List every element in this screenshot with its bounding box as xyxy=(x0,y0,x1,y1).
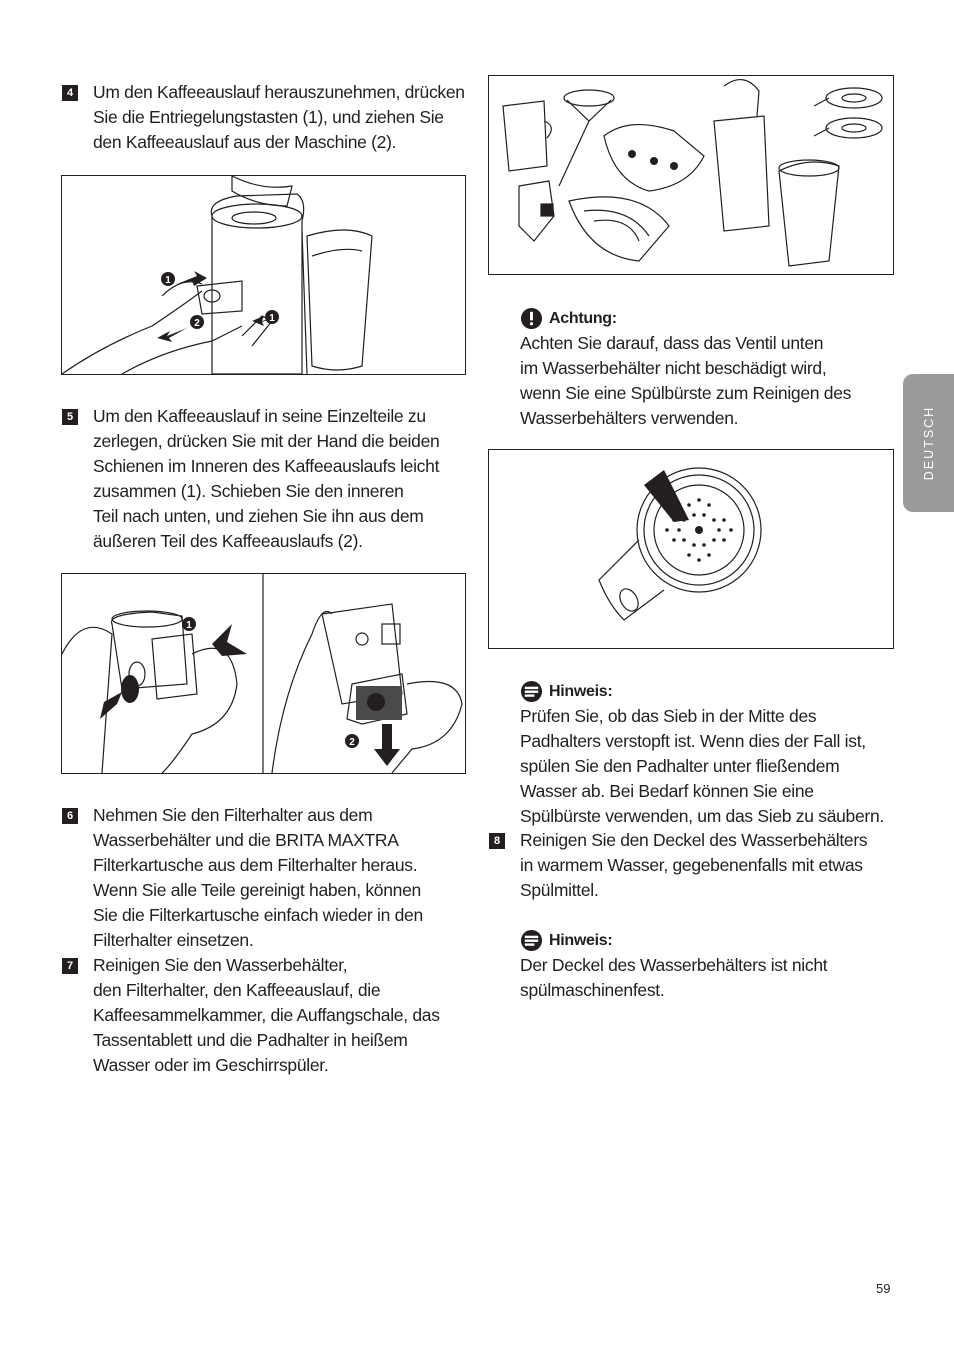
caution-header xyxy=(520,306,910,331)
caution-icon xyxy=(520,307,543,330)
hint-header-2 xyxy=(520,928,910,953)
language-tab xyxy=(903,374,954,512)
step-number: 5 xyxy=(62,409,78,425)
step-number: 8 xyxy=(489,833,505,849)
illustration-pad-holder xyxy=(489,450,893,648)
svg-text:1: 1 xyxy=(186,620,192,631)
note-icon xyxy=(520,680,543,703)
step-7 xyxy=(66,953,473,1078)
figure-disassemble-spout xyxy=(61,573,466,774)
hint-note-2 xyxy=(520,928,910,1003)
hint-note-1 xyxy=(520,679,910,829)
step-number: 7 xyxy=(62,958,78,974)
caution-note xyxy=(520,306,910,431)
label-1 xyxy=(182,617,196,631)
label-1a xyxy=(161,272,175,286)
step-number: 6 xyxy=(62,808,78,824)
svg-text:1: 1 xyxy=(269,313,275,324)
step-8 xyxy=(493,828,910,903)
hint-text-1: Prüfen Sie, ob das Sieb in der Mitte des Padhalters verstopft ist. Wenn dies der Fall ist, spülen Sie den Padhalter unter fließendem Wasser ab. Bei Bedarf können Sie eine Spülbürste verwenden, um das Sieb zu säubern. xyxy=(520,706,884,826)
step-4 xyxy=(66,80,473,155)
hint-header-1 xyxy=(520,679,910,704)
caution-title: Achtung: xyxy=(549,310,617,327)
label-1b xyxy=(265,310,279,324)
step-5 xyxy=(66,404,473,554)
step-6 xyxy=(66,803,473,953)
note-icon xyxy=(520,929,543,952)
illustration-remove-spout xyxy=(62,176,465,374)
label-2 xyxy=(190,315,204,329)
figure-remove-spout xyxy=(61,175,466,375)
step-text: Um den Kaffeeauslauf herauszunehmen, drücken Sie die Entriegelungstasten (1), und ziehen Sie den Kaffeeauslauf aus der Maschine (2). xyxy=(93,82,465,152)
page-number: 59 xyxy=(876,1281,891,1296)
figure-pad-holder xyxy=(488,449,894,649)
illustration-parts xyxy=(489,76,893,274)
step-text: Reinigen Sie den Deckel des Wasserbehälters in warmem Wasser, gegebenenfalls mit etwas Spülmittel. xyxy=(520,830,868,900)
svg-text:1: 1 xyxy=(165,275,171,286)
svg-text:2: 2 xyxy=(194,318,200,329)
step-number: 4 xyxy=(62,85,78,101)
step-text: Reinigen Sie den Wasserbehälter, den Filterhalter, den Kaffeeauslauf, die Kaffeesammelkammer, die Auffangschale, das Tassentablett und die Padhalter in heißem Wasser oder im Geschirrspüler. xyxy=(93,955,440,1075)
label-2 xyxy=(345,734,359,748)
figure-parts-overview xyxy=(488,75,894,275)
language-tab-label: DEUTSCH xyxy=(921,405,936,481)
svg-text:2: 2 xyxy=(349,737,355,748)
step-text: Nehmen Sie den Filterhalter aus dem Wasserbehälter und die BRITA MAXTRA Filterkartusche aus dem Filterhalter heraus. Wenn Sie alle Teile gereinigt haben, können Sie die Filterkartusche einfach wieder in den Filterhalter einsetzen. xyxy=(93,805,423,950)
step-text: Um den Kaffeeauslauf in seine Einzelteile zu zerlegen, drücken Sie mit der Hand die beiden Schienen im Inneren des Kaffeeauslaufs leicht zusammen (1). Schieben Sie den inneren Teil nach unten, und ziehen Sie ihn aus dem äußeren Teil des Kaffeeauslaufs (2). xyxy=(93,406,440,551)
hint-title-1: Hinweis: xyxy=(549,683,613,700)
hint-text-2: Der Deckel des Wasserbehälters ist nicht spülmaschinenfest. xyxy=(520,955,828,1000)
illustration-disassemble-spout xyxy=(62,574,465,773)
caution-text: Achten Sie darauf, dass das Ventil unten im Wasserbehälter nicht beschädigt wird, wenn Sie eine Spülbürste zum Reinigen des Wasserbehälters verwenden. xyxy=(520,333,852,428)
hint-title-2: Hinweis: xyxy=(549,932,613,949)
